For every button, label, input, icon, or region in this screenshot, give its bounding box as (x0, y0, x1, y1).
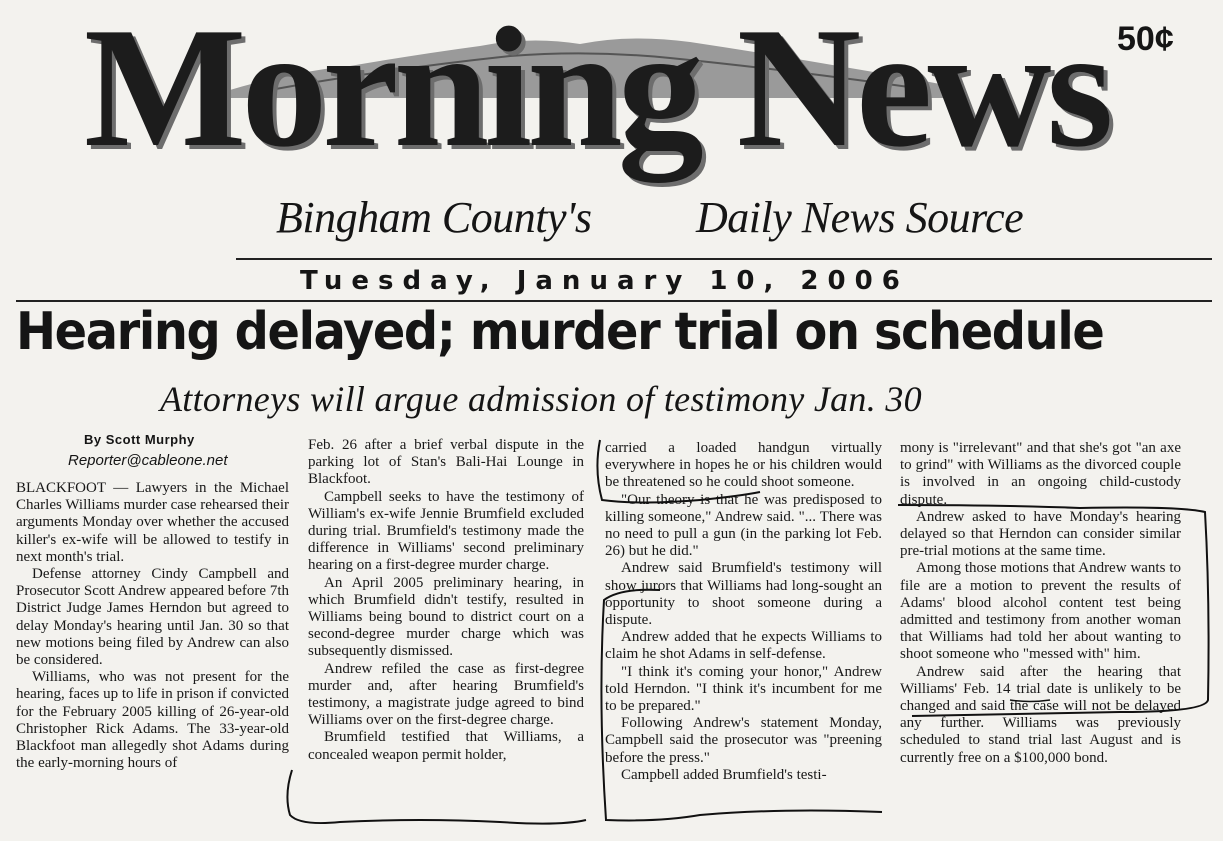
article-paragraph: Andrew refiled the case as first-degree murder and, after hearing Brumfield's testimony, a magistrate judge agreed to bind Williams over on the first-degree charge. (308, 660, 584, 729)
headline: Hearing delayed; murder trial on schedule (16, 302, 1104, 362)
article-paragraph: Brumfield testified that Williams, a concealed weapon permit holder, (308, 729, 584, 763)
article-paragraph: "Our theory is that he was predisposed to killing someone," Andrew said. "... There was no need to pull a gun (in the parking lot Feb. 26) but he did." (605, 491, 882, 560)
article-paragraph: Following Andrew's statement Monday, Campbell said the prosecutor was "preening before the press." (605, 715, 882, 766)
article-paragraph: mony is "irrelevant" and that she's got "an axe to grind" with Williams as the divorced couple is involved in an ongoing child-custody dispute. (900, 440, 1181, 508)
article-column-1 (16, 480, 289, 772)
article-paragraph: Defense attorney Cindy Campbell and Prosecutor Scott Andrew appeared before 7th District Judge James Herndon but agreed to delay Monday's hearing until Jan. 30 so that new motions being filed by Andrew can also be considered. (16, 566, 289, 669)
masthead-title: Morning News (84, 0, 1109, 183)
dateline: Tuesday, January 10, 2006 (300, 266, 909, 296)
article-column-4 (900, 440, 1181, 767)
article-paragraph: Feb. 26 after a brief verbal dispute in the parking lot of Stan's Bali-Hai Lounge in Blackfoot. (308, 437, 584, 488)
article-paragraph: BLACKFOOT — Lawyers in the Michael Charles Williams murder case rehearsed their arguments Monday over whether the accused killer's ex-wife will be allowed to testify in next month's trial. (16, 480, 289, 565)
article-paragraph: Andrew said Brumfield's testimony will show jurors that Williams had long-sought an opportunity to shoot someone during a dispute. (605, 560, 882, 629)
article-paragraph: An April 2005 preliminary hearing, in which Brumfield didn't testify, resulted in Williams being bound to district court on a second-degree murder charge which was subsequently dismissed. (308, 574, 584, 660)
article-paragraph: "I think it's coming your honor," Andrew told Herndon. "I think it's incumbent for me to be prepared." (605, 663, 882, 715)
byline-email: Reporter@cableone.net (68, 452, 228, 469)
article-paragraph: Andrew asked to have Monday's hearing delayed so that Herndon can consider similar pre-trial motions at the same time. (900, 508, 1181, 560)
price-label: 50¢ (1117, 20, 1174, 58)
article-paragraph: carried a loaded handgun virtually everywhere in hopes he or his children would be threatened so he could shoot someone. (605, 440, 882, 491)
article-paragraph: Among those motions that Andrew wants to file are a motion to prevent the results of Adams' blood alcohol content test being admitted and testimony from another woman that Williams had told her about wanting to shoot someone who "messed with" him. (900, 560, 1181, 663)
pen-bracket-column-2 (287, 770, 586, 824)
article-paragraph: Campbell seeks to have the testimony of William's ex-wife Jennie Brumfield excluded during trial. Brumfield's testimony made the difference in Williams' second preliminary hearing on a first-degree murder charge. (308, 488, 584, 574)
dateline-top-rule (236, 258, 1212, 260)
masthead-tagline-left: Bingham County's (276, 193, 592, 242)
article-paragraph: Williams, who was not present for the hearing, faces up to life in prison if convicted for the February 2005 killing of 26-year-old Christopher Rick Adams. The 33-year-old Blackfoot man allegedly shot Adams during the early-morning hours of (16, 669, 289, 772)
article-column-2 (308, 437, 584, 764)
article-column-3 (605, 440, 882, 784)
subheadline: Attorneys will argue admission of testimony Jan. 30 (160, 379, 922, 419)
byline-author: By Scott Murphy (84, 432, 195, 447)
article-paragraph: Andrew added that he expects Williams to claim he shot Adams in self-defense. (605, 629, 882, 663)
masthead-tagline-right: Daily News Source (696, 193, 1024, 242)
article-paragraph: Andrew said after the hearing that Williams' Feb. 14 trial date is unlikely to be changed and said the case will not be delayed any further. Williams was previously scheduled to stand trial last August and is currently free on a $100,000 bond. (900, 663, 1181, 766)
article-paragraph: Campbell added Brumfield's testi- (621, 766, 827, 783)
